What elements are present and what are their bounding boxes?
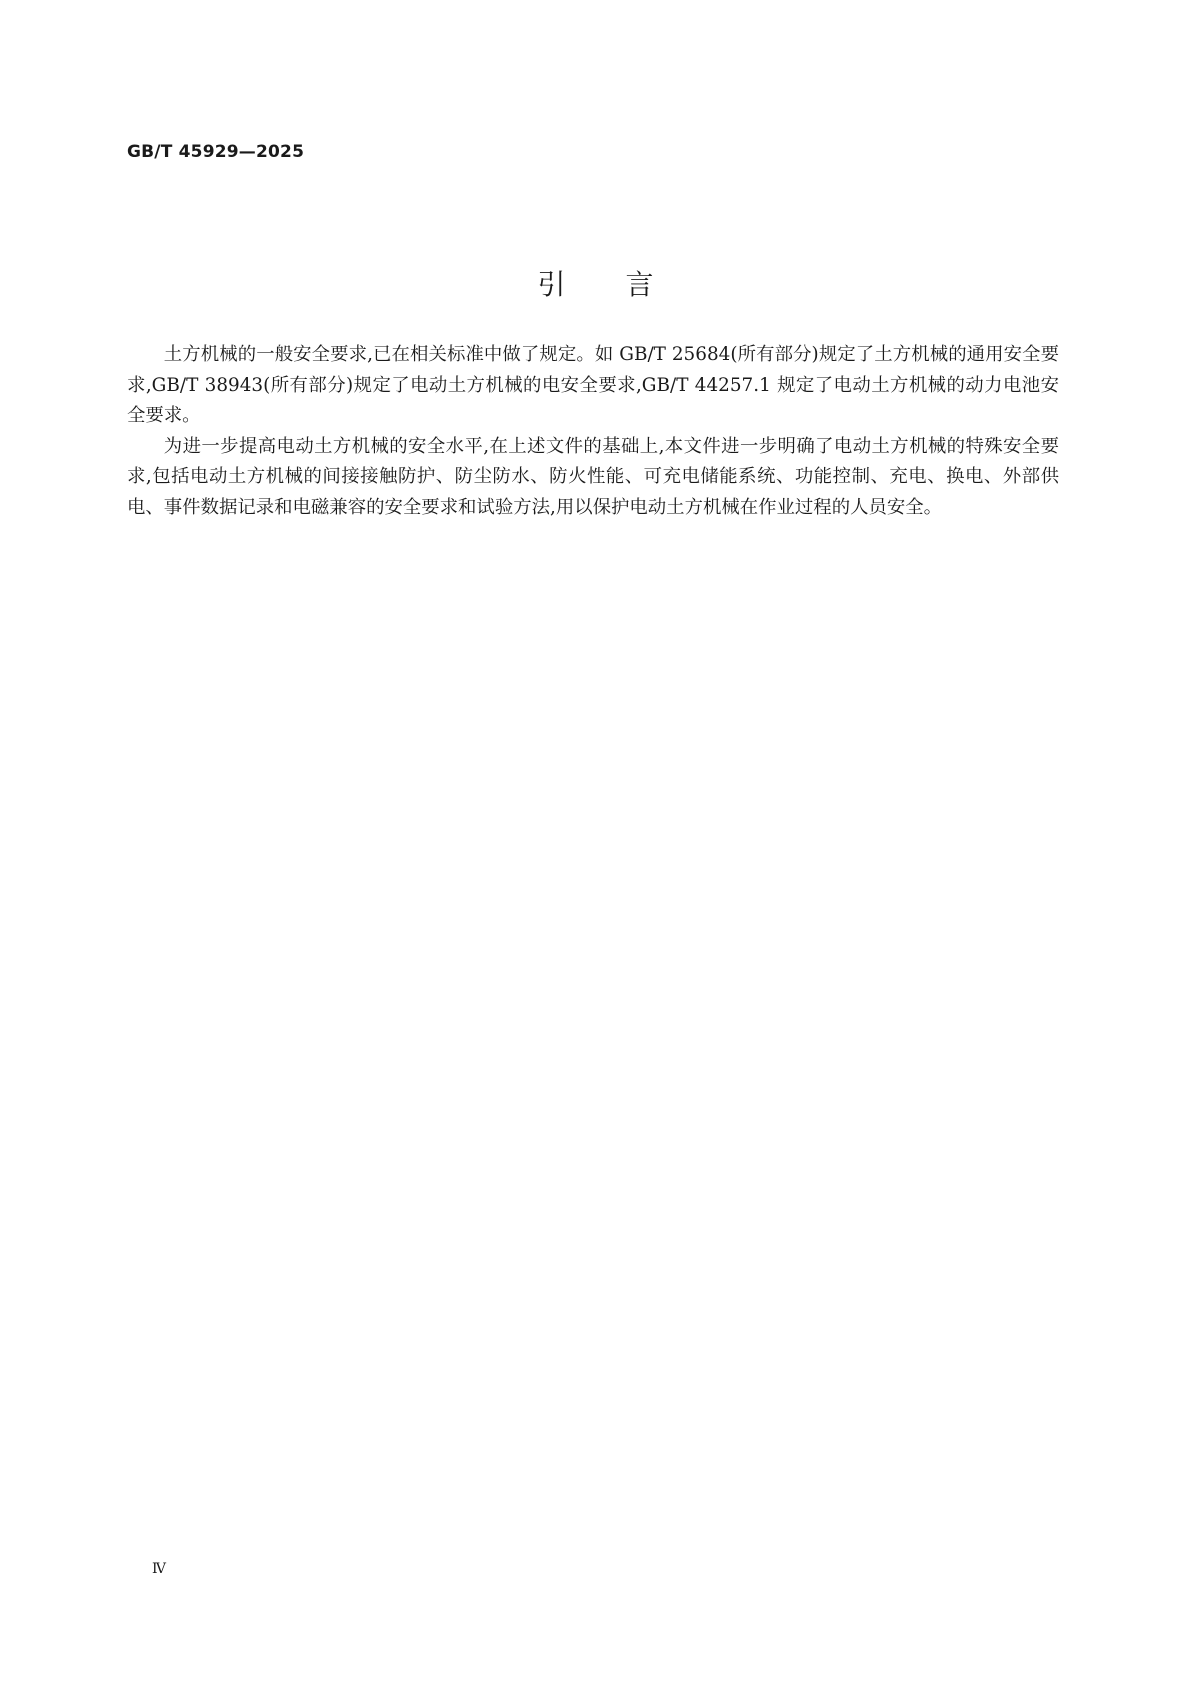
paragraph: 土方机械的一般安全要求,已在相关标准中做了规定。如 GB/T 25684(所有部分)规定了土方机械的通用安全要求,GB/T 38943(所有部分)规定了电动土方机械的电安全要求,GB/T 44257.1 规定了电动土方机械的动力电池安全要求。	[127, 344, 1059, 426]
standard-code: GB/T 45929—2025	[127, 142, 305, 162]
page-number: Ⅳ	[152, 1561, 166, 1577]
body-text	[127, 340, 1059, 523]
paragraph: 为进一步提高电动土方机械的安全水平,在上述文件的基础上,本文件进一步明确了电动土方机械的特殊安全要求,包括电动土方机械的间接接触防护、防尘防水、防火性能、可充电储能系统、功能控制、充电、换电、外部供电、事件数据记录和电磁兼容的安全要求和试验方法,用以保护电动土方机械在作业过程的人员安全。	[127, 435, 1059, 518]
section-title: 引言	[537, 267, 714, 301]
